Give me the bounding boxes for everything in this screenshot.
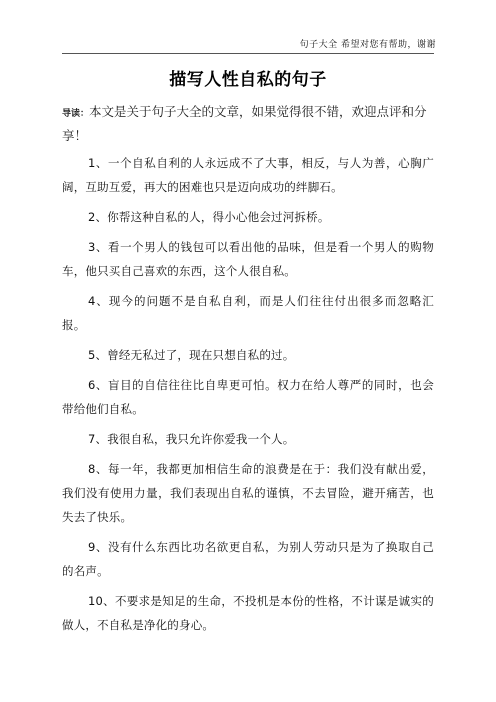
page-title: 描写人性自私的句子 xyxy=(169,70,327,90)
sentence-paragraph: 8、每一年，我都更加相信生命的浪费是在于：我们没有献出爱，我们没有使用力量，我们表现出自私的谨慎，不去冒险，避开痛苦，也失去了快乐。 xyxy=(62,462,434,524)
sentence-paragraph: 3、看一个男人的钱包可以看出他的品味，但是看一个男人的购物车，他只买自己喜欢的东西，这个人很自私。 xyxy=(62,240,434,278)
intro-text: 本文是关于句子大全的文章，如果觉得很不错，欢迎点评和分享！ xyxy=(62,104,427,143)
page-header xyxy=(0,36,496,56)
article-body xyxy=(62,151,434,643)
sentence-paragraph: 9、没有什么东西比功名欲更自私，为别人劳动只是为了换取自己的名声。 xyxy=(62,540,434,578)
header-text: 句子大全 希望对您有帮助，谢谢 xyxy=(299,40,436,50)
sentence-paragraph: 2、你帮这种自私的人，得小心他会过河拆桥。 xyxy=(88,210,330,224)
sentence-paragraph: 4、现今的问题不是自私自利，而是人们往往付出很多而忽略汇报。 xyxy=(62,294,434,332)
sentence-paragraph: 6、盲目的自信往往比自卑更可怕。权力在给人尊严的同时，也会带给他们自私。 xyxy=(62,378,434,416)
intro-paragraph xyxy=(62,101,434,147)
sentence-paragraph: 5、曾经无私过了，现在只想自私的过。 xyxy=(88,348,295,362)
intro-label: 导读： xyxy=(62,109,90,119)
header-divider xyxy=(62,53,434,54)
sentence-paragraph: 7、我很自私，我只允许你爱我一个人。 xyxy=(88,432,295,446)
sentence-paragraph: 1、一个自私自利的人永远成不了大事，相反，与人为善，心胸广阔，互助互爱，再大的困难也只是迈向成功的绊脚石。 xyxy=(62,156,434,194)
sentence-paragraph: 10、不要求是知足的生命，不投机是本份的性格，不计谋是诚实的做人，不自私是净化的身心。 xyxy=(62,594,434,632)
